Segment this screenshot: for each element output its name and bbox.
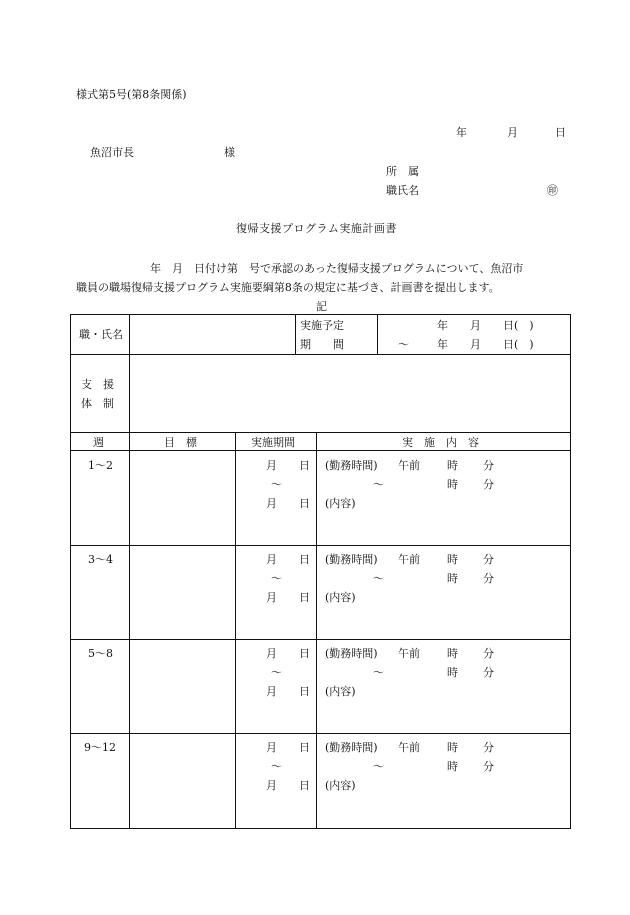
start-hour-label: 時	[447, 647, 458, 660]
applicant-name-label: 職氏名	[386, 184, 419, 197]
form-number: 様式第5号(第8条関係)	[76, 88, 187, 101]
work-hours-label: (勤務時間)	[325, 459, 378, 472]
am-label: 午前	[398, 741, 420, 754]
work-hours-label: (勤務時間)	[325, 647, 378, 660]
date-month-label: 月	[507, 126, 518, 139]
am-label: 午前	[398, 553, 420, 566]
period-tilde: ～	[271, 666, 282, 679]
body-text-line-2: 職員の職場復帰支援プログラム実施要綱第8条の規定に基づき、計画書を提出します。	[76, 281, 500, 294]
start-minute-label: 分	[483, 741, 494, 754]
am-label: 午前	[398, 647, 420, 660]
document-title: 復帰支援プログラム実施計画書	[236, 222, 397, 235]
end-hour-label: 時	[447, 572, 458, 585]
content-label: (内容)	[325, 779, 356, 792]
end-minute-label: 分	[483, 478, 494, 491]
date-day-label: 日	[555, 126, 566, 139]
time-tilde: ～	[373, 666, 384, 679]
name-label: 職・氏名	[79, 328, 123, 341]
date-year-label: 年	[456, 126, 467, 139]
end-hour-label: 時	[447, 666, 458, 679]
period-start: 月 日	[266, 741, 310, 754]
start-hour-label: 時	[447, 741, 458, 754]
schedule-end-date: 年 月 日( )	[437, 338, 534, 351]
header-period: 実施期間	[251, 436, 295, 449]
start-hour-label: 時	[447, 459, 458, 472]
period-tilde: ～	[271, 478, 282, 491]
content-label: (内容)	[325, 685, 356, 698]
period-tilde: ～	[271, 760, 282, 773]
seal-mark: ㊞	[547, 184, 558, 197]
work-hours-label: (勤務時間)	[325, 553, 378, 566]
support-label-1: 支 援	[81, 378, 114, 391]
addressee-name: 魚沼市長	[90, 146, 134, 159]
content-label: (内容)	[325, 497, 356, 510]
start-minute-label: 分	[483, 459, 494, 472]
schedule-label-1: 実施予定	[300, 319, 344, 332]
schedule-tilde: ～	[398, 338, 409, 351]
time-tilde: ～	[373, 572, 384, 585]
schedule-start-date: 年 月 日( )	[437, 319, 534, 332]
end-minute-label: 分	[483, 760, 494, 773]
end-hour-label: 時	[447, 760, 458, 773]
period-start: 月 日	[266, 459, 310, 472]
start-minute-label: 分	[483, 553, 494, 566]
week-label: 1～2	[88, 459, 113, 472]
header-goal: 目 標	[164, 436, 197, 449]
week-label: 9～12	[84, 741, 116, 754]
start-hour-label: 時	[447, 553, 458, 566]
schedule-label-2: 期 間	[300, 338, 344, 351]
affiliation-label: 所 属	[386, 165, 419, 178]
end-hour-label: 時	[447, 478, 458, 491]
end-minute-label: 分	[483, 666, 494, 679]
period-tilde: ～	[271, 572, 282, 585]
body-text-line-1: 年 月 日付け第 号で承認のあった復帰支援プログラムについて、魚沼市	[150, 262, 524, 275]
support-label-2: 体 制	[81, 397, 114, 410]
period-start: 月 日	[266, 647, 310, 660]
week-label: 5～8	[88, 647, 113, 660]
start-minute-label: 分	[483, 647, 494, 660]
period-end: 月 日	[266, 497, 310, 510]
header-week: 週	[93, 436, 104, 449]
addressee-honorific: 様	[224, 146, 235, 159]
time-tilde: ～	[373, 478, 384, 491]
am-label: 午前	[398, 459, 420, 472]
content-label: (内容)	[325, 591, 356, 604]
period-end: 月 日	[266, 685, 310, 698]
period-end: 月 日	[266, 591, 310, 604]
ki-heading: 記	[316, 300, 327, 313]
work-hours-label: (勤務時間)	[325, 741, 378, 754]
end-minute-label: 分	[483, 572, 494, 585]
period-start: 月 日	[266, 553, 310, 566]
header-content: 実 施 内 容	[402, 436, 479, 449]
week-label: 3～4	[88, 553, 113, 566]
period-end: 月 日	[266, 779, 310, 792]
time-tilde: ～	[373, 760, 384, 773]
